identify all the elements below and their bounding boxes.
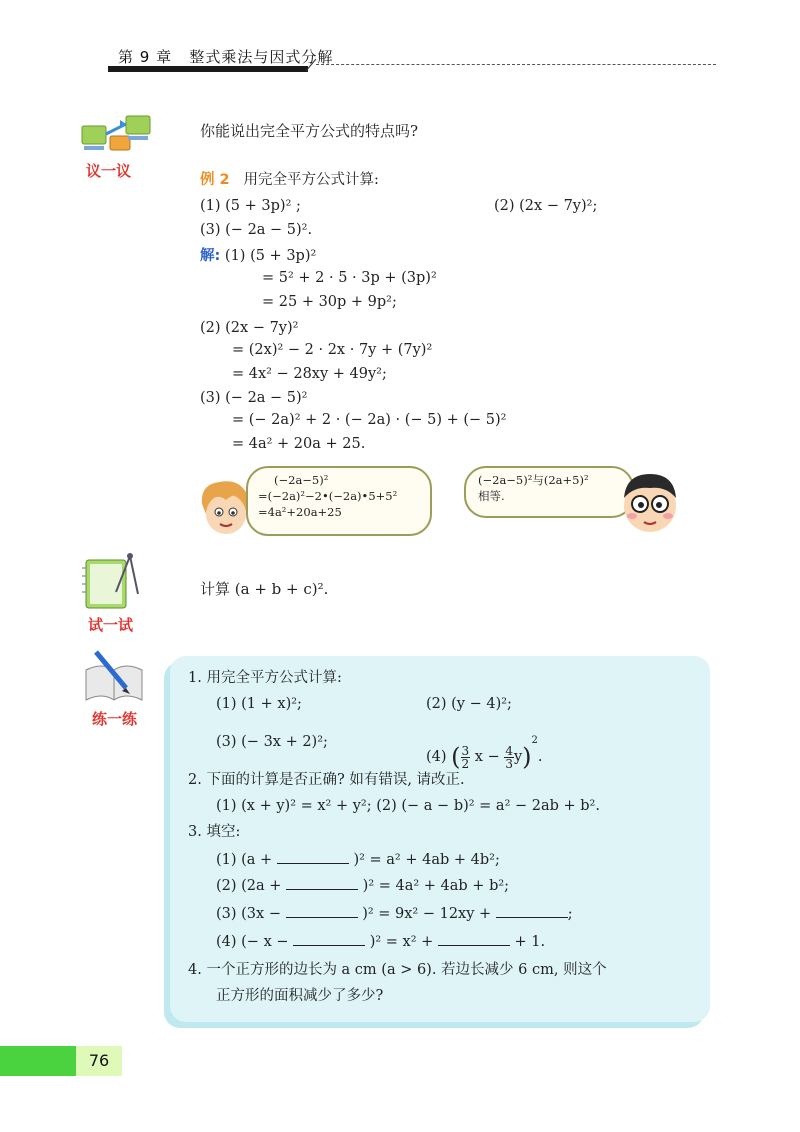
solution-3-line-2: = (− 2a)² + 2 · (− 2a) · (− 5) + (− 5)² (232, 412, 507, 428)
example-part-2: (2) (2x − 7y)²; (494, 198, 598, 214)
blank-q3-3a[interactable] (286, 905, 358, 918)
left-paren: ( (451, 743, 461, 771)
example-heading (200, 170, 379, 190)
blank-q3-1[interactable] (277, 851, 349, 864)
practice-q3-1 (216, 850, 500, 870)
q1-d-mid: x − (474, 749, 500, 765)
right-speech-bubble (464, 466, 634, 518)
frac2-num: 4 (505, 743, 513, 758)
blank-q3-2[interactable] (286, 877, 358, 890)
bubble-right-line-1: (−2a−5)²与(2a+5)² (478, 473, 589, 487)
practice-q1-d: (4) ( $\frac{3}{2}$ x − $\frac{4}{3}$ y)$^2$. (426, 735, 543, 771)
header-dashed-rule (316, 64, 716, 65)
example-part-3: (3) (− 2a − 5)². (200, 222, 313, 238)
chapter-number: 第 9 章 (118, 48, 173, 66)
practice-q1-b: (2) (y − 4)²; (426, 696, 512, 712)
example-tag: 例 2 (200, 172, 230, 188)
q1-d-exponent: 2 (531, 735, 538, 746)
practice-q3-3 (216, 904, 573, 924)
solution-3-head: (3) (− 2a − 5)² (200, 390, 308, 406)
left-speech-bubble (246, 466, 432, 536)
solution-label: 解: (200, 248, 221, 264)
notebook-compass-icon (80, 552, 144, 612)
example-prompt: 用完全平方公式计算: (243, 172, 379, 188)
boy-right-avatar (616, 468, 684, 536)
frac2-den: 3 (505, 756, 513, 771)
example-part-1: (1) (5 + 3p)² ; (200, 198, 301, 214)
practice-q3-4 (216, 932, 545, 952)
practice-q4-line-2: 正方形的面积减少了多少? (216, 988, 384, 1004)
practice-q3-2 (216, 876, 509, 896)
blank-q3-3b[interactable] (496, 905, 568, 918)
blank-q3-4a[interactable] (293, 933, 365, 946)
q3-4-end: + 1. (514, 934, 546, 950)
practice-q2-a: (1) (x + y)² = x² + y²; (2) (− a − b)² = a² − 2ab + b². (216, 798, 600, 814)
solution-2-line-3: = 4x² − 28xy + 49y²; (232, 366, 387, 382)
right-paren: ) (522, 743, 532, 771)
practice-q1-c: (3) (− 3x + 2)²; (216, 734, 328, 750)
page-number: 76 (76, 1046, 122, 1076)
q3-2-post: )² = 4a² + 4ab + b²; (362, 878, 510, 894)
discuss-label: 议一议 (86, 162, 132, 180)
header-slash (304, 58, 318, 72)
q3-1-post: )² = a² + 4ab + 4b²; (353, 852, 500, 868)
bubble-left-line-3: =4a²+20a+25 (258, 505, 342, 519)
solution-1-line-3: = 25 + 30p + 9p²; (262, 294, 397, 310)
practice-label: 练一练 (92, 710, 138, 728)
bubble-right-line-2: 相等. (478, 489, 505, 503)
fraction-4-3 (504, 745, 514, 770)
q3-3-mid: )² = 9x² − 12xy + (362, 906, 492, 922)
header-bar (108, 66, 308, 72)
q3-2-pre: (2) (2a + (216, 878, 282, 894)
practice-q1-a: (1) (1 + x)²; (216, 696, 302, 712)
solution-3-line-3: = 4a² + 20a + 25. (232, 436, 366, 452)
practice-q3: 3. 填空: (188, 824, 241, 840)
q3-4-mid: )² = x² + (369, 934, 434, 950)
fraction-3-2 (461, 745, 471, 770)
q3-3-end: ; (567, 906, 573, 922)
blank-q3-4b[interactable] (438, 933, 510, 946)
practice-q1: 1. 用完全平方公式计算: (188, 670, 342, 686)
practice-q4-line-1: 4. 一个正方形的边长为 a cm (a > 6). 若边长减少 6 cm, 则这个 (188, 962, 607, 978)
q1-d-var: y (513, 749, 523, 765)
q1-d-label: (4) (426, 749, 447, 765)
q3-1-pre: (1) (a + (216, 852, 273, 868)
solution-1-expr: (1) (5 + 3p)² (224, 248, 317, 264)
discuss-question: 你能说出完全平方公式的特点吗? (200, 122, 419, 140)
frac1-num: 3 (461, 743, 470, 758)
try-label: 试一试 (88, 616, 134, 634)
try-question: 计算 (a + b + c)². (200, 580, 329, 598)
solution-2-head: (2) (2x − 7y)² (200, 320, 299, 336)
book-pencil-icon (82, 648, 148, 704)
frac1-den: 2 (461, 756, 470, 771)
bubble-left-line-2: =(−2a)²−2•(−2a)•5+5² (258, 489, 398, 503)
q3-3-pre: (3) (3x − (216, 906, 281, 922)
solution-1-line-2: = 5² + 2 · 5 · 3p + (3p)² (262, 270, 437, 286)
bubble-left-line-1: (−2a−5)² (274, 473, 329, 487)
practice-q2: 2. 下面的计算是否正确? 如有错误, 请改正. (188, 772, 465, 788)
solution-2-line-2: = (2x)² − 2 · 2x · 7y + (7y)² (232, 342, 433, 358)
chapter-title: 整式乘法与因式分解 (189, 48, 334, 66)
computers-icon (80, 112, 154, 162)
chapter-header (118, 46, 333, 67)
q3-4-pre: (4) (− x − (216, 934, 289, 950)
solution-1-head (200, 246, 316, 266)
